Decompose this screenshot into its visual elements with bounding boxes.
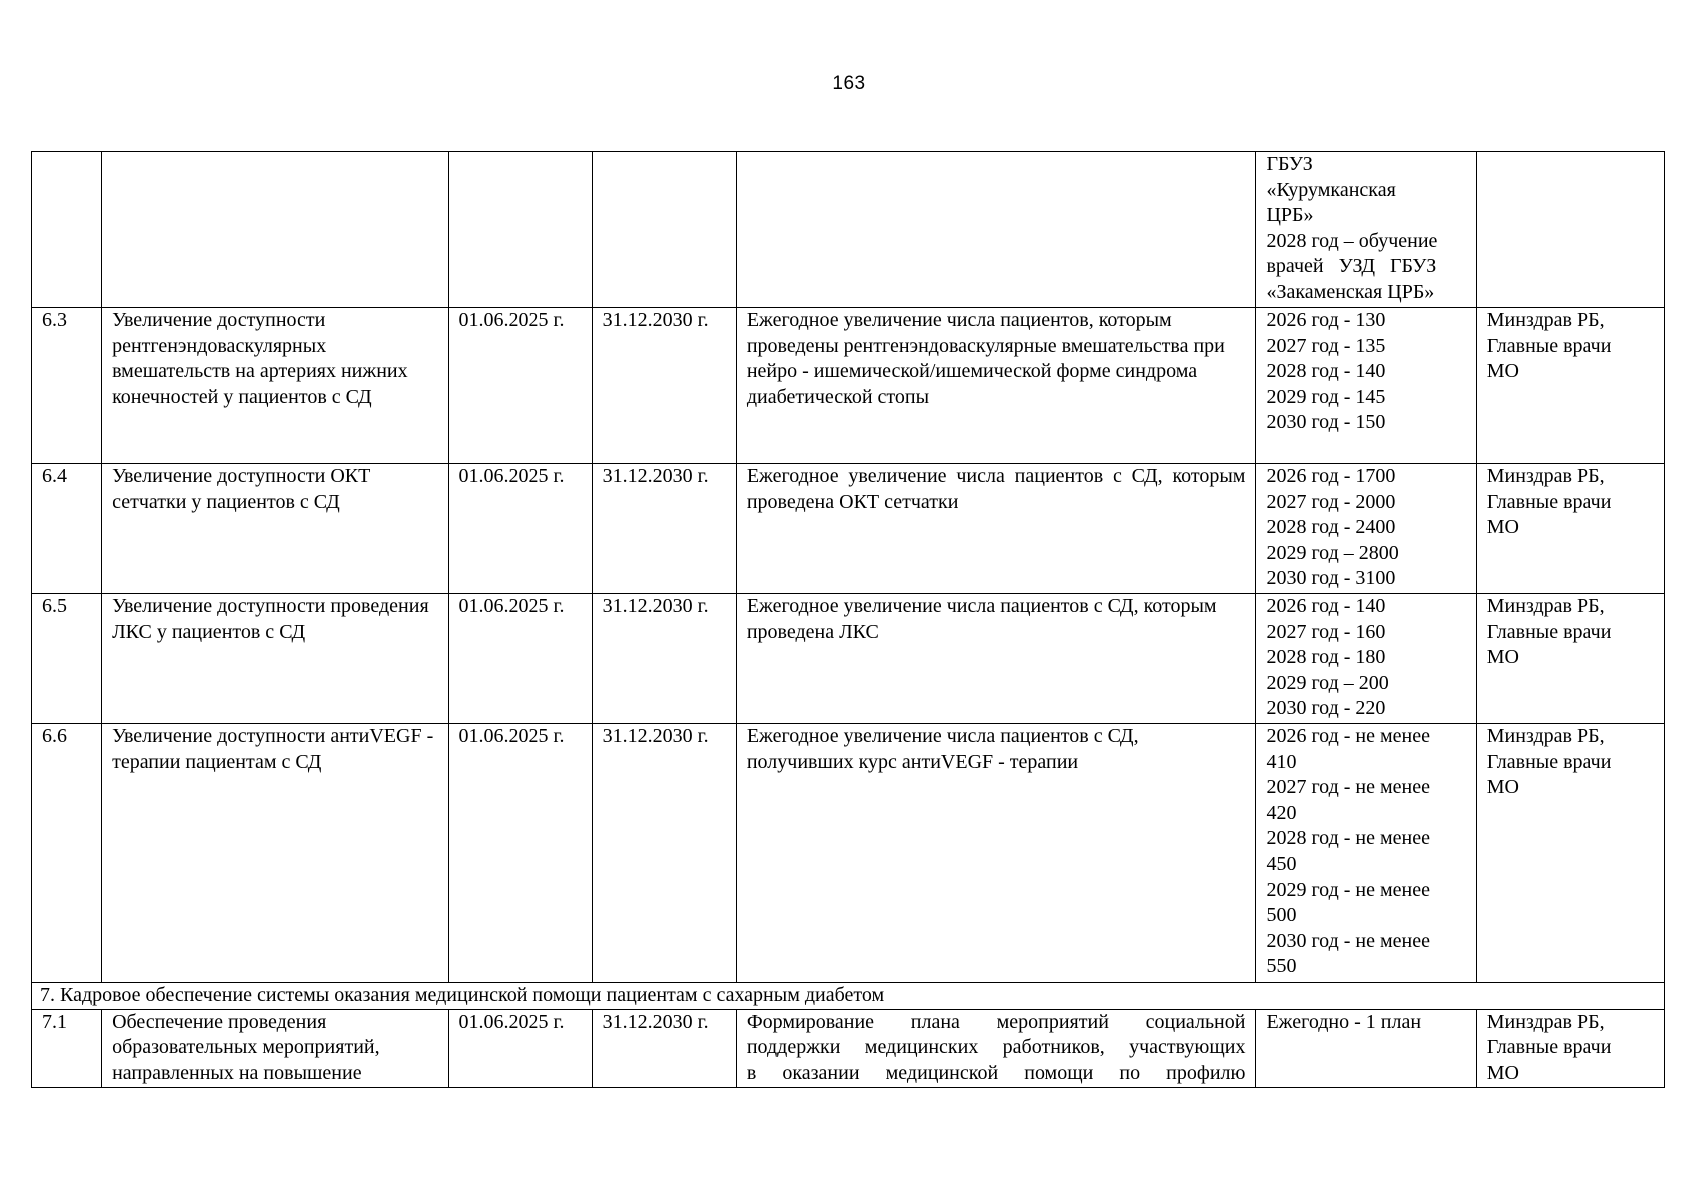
measure-title: Увеличение доступности рентгенэндоваскулярных вмешательств на артериях нижних конечностей у пациентов с СД bbox=[102, 308, 448, 464]
measure-title: Увеличение доступности ОКТ сетчатки у пациентов с СД bbox=[102, 464, 448, 594]
table-row bbox=[32, 308, 1665, 464]
table-row bbox=[32, 724, 1665, 983]
end-date: 31.12.2030 г. bbox=[592, 724, 736, 983]
end-date: 31.12.2030 г. bbox=[592, 1009, 736, 1087]
expected-result: Ежегодное увеличение числа пациентов с СД, получивших курс антиVEGF - терапии bbox=[736, 724, 1256, 983]
responsible: Минздрав РБ, Главные врачи МО bbox=[1476, 1009, 1664, 1087]
indicators: 2026 год - 130 2027 год - 135 2028 год - 140 2029 год - 145 2030 год - 150 bbox=[1256, 308, 1476, 464]
expected-result: Формирование плана мероприятий социальной поддержки медицинских работников, участвующих в оказании медицинской помощи по профилю bbox=[736, 1009, 1256, 1087]
cell-num bbox=[32, 152, 102, 308]
start-date: 01.06.2025 г. bbox=[448, 1009, 592, 1087]
expected-result: Ежегодное увеличение числа пациентов с СД, которым проведена ЛКС bbox=[736, 594, 1256, 724]
indicators: Ежегодно - 1 план bbox=[1256, 1009, 1476, 1087]
page-number: 163 bbox=[832, 73, 866, 94]
row-number: 6.6 bbox=[32, 724, 102, 983]
cell-indicators: ГБУЗ «Курумканская ЦРБ» 2028 год – обучение врачей УЗД ГБУЗ «Закаменская ЦРБ» bbox=[1256, 152, 1476, 308]
end-date: 31.12.2030 г. bbox=[592, 308, 736, 464]
row-number: 7.1 bbox=[32, 1009, 102, 1087]
responsible: Минздрав РБ, Главные врачи МО bbox=[1476, 308, 1664, 464]
responsible: Минздрав РБ, Главные врачи МО bbox=[1476, 464, 1664, 594]
cell-result bbox=[736, 152, 1256, 308]
start-date: 01.06.2025 г. bbox=[448, 308, 592, 464]
table-row bbox=[32, 464, 1665, 594]
cell-start bbox=[448, 152, 592, 308]
start-date: 01.06.2025 г. bbox=[448, 464, 592, 594]
responsible: Минздрав РБ, Главные врачи МО bbox=[1476, 724, 1664, 983]
row-number: 6.3 bbox=[32, 308, 102, 464]
indicators: 2026 год - 1700 2027 год - 2000 2028 год - 2400 2029 год – 2800 2030 год - 3100 bbox=[1256, 464, 1476, 594]
section-heading-row bbox=[32, 983, 1665, 1010]
indicators: 2026 год - не менее 410 2027 год - не менее 420 2028 год - не менее 450 2029 год - не менее 500 2030 год - не менее 550 bbox=[1256, 724, 1476, 983]
table-row bbox=[32, 594, 1665, 724]
table-row bbox=[32, 1009, 1665, 1087]
measure-title: Увеличение доступности проведения ЛКС у пациентов с СД bbox=[102, 594, 448, 724]
section-title: 7. Кадровое обеспечение системы оказания медицинской помощи пациентам с сахарным диабетом bbox=[32, 983, 1665, 1010]
cell-responsible bbox=[1476, 152, 1664, 308]
action-plan-table bbox=[31, 151, 1665, 1088]
row-number: 6.5 bbox=[32, 594, 102, 724]
expected-result: Ежегодное увеличение числа пациентов с СД, которым проведена ОКТ сетчатки bbox=[736, 464, 1256, 594]
measure-title: Обеспечение проведения образовательных мероприятий, направленных на повышение bbox=[102, 1009, 448, 1087]
end-date: 31.12.2030 г. bbox=[592, 594, 736, 724]
cell-title bbox=[102, 152, 448, 308]
row-number: 6.4 bbox=[32, 464, 102, 594]
measure-title: Увеличение доступности антиVEGF - терапии пациентам с СД bbox=[102, 724, 448, 983]
table-row-continued bbox=[32, 152, 1665, 308]
cell-end bbox=[592, 152, 736, 308]
end-date: 31.12.2030 г. bbox=[592, 464, 736, 594]
start-date: 01.06.2025 г. bbox=[448, 594, 592, 724]
expected-result: Ежегодное увеличение числа пациентов, которым проведены рентгенэндоваскулярные вмешательства при нейро - ишемической/ишемической форме синдрома диабетической стопы bbox=[736, 308, 1256, 464]
indicators: 2026 год - 140 2027 год - 160 2028 год - 180 2029 год – 200 2030 год - 220 bbox=[1256, 594, 1476, 724]
responsible: Минздрав РБ, Главные врачи МО bbox=[1476, 594, 1664, 724]
start-date: 01.06.2025 г. bbox=[448, 724, 592, 983]
